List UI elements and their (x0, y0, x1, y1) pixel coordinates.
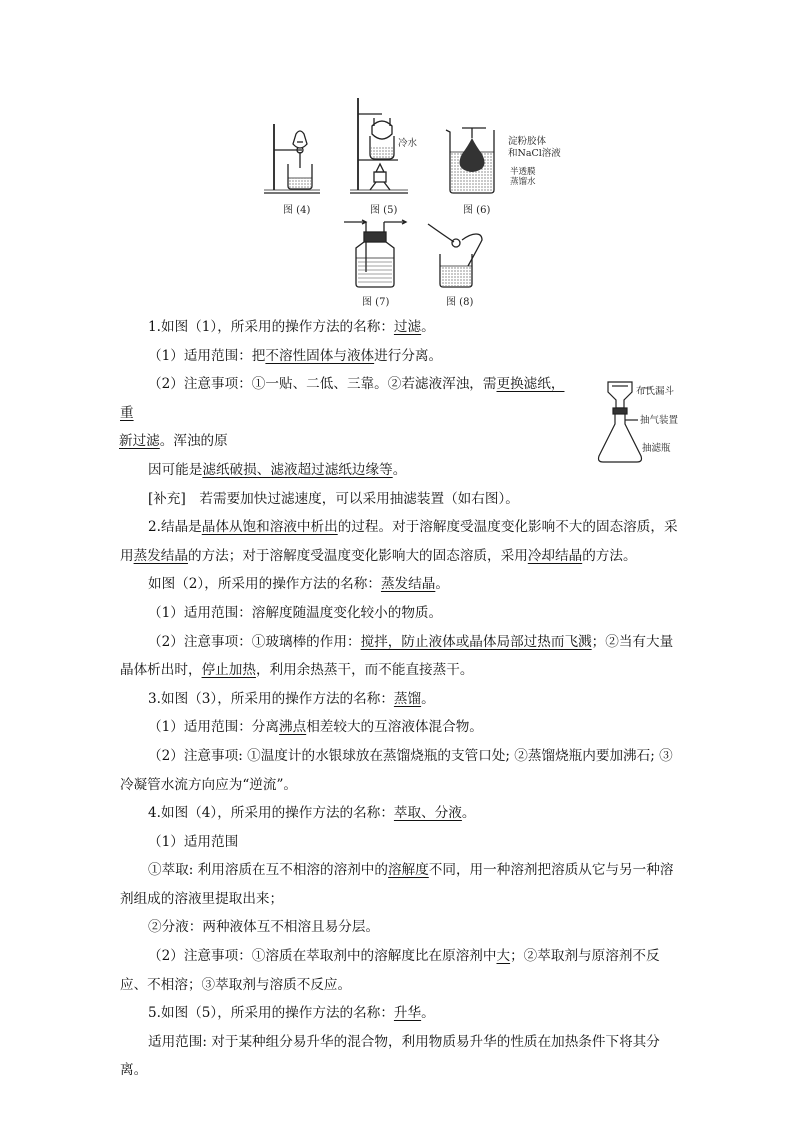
para-9: （2）注意事项：①玻璃棒的作用：搅拌，防止液体或晶体局部过热而飞溅；②当有大量晶体析出时，停止加热，利用余热蒸干，而不能直接蒸干。 (120, 633, 674, 679)
para-16: ②分液：两种液体互不相溶且易分层。 (148, 919, 380, 936)
para-1: 1.如图（1），所采用的操作方法的名称：过滤。 (148, 319, 435, 335)
figure-7-gas-washing-bottle (340, 216, 410, 290)
para-4: 因可能是滤纸破损、滤液超过滤纸边缘等。 (148, 461, 407, 478)
figure-7-caption: 图 (7) (362, 297, 390, 308)
para-12: （2）注意事项: ①温度计的水银球放在蒸馏烧瓶的支管口处; ②蒸馏烧瓶内要加沸石; ③冷凝管水流方向应为“逆流”。 (120, 747, 673, 793)
para-14: （1）适用范围 (148, 833, 239, 850)
figure-5-caption: 图 (5) (370, 205, 398, 216)
buchner-label-suction: 抽气装置 (640, 415, 679, 426)
figure-4-caption: 图 (4) (283, 205, 311, 216)
para-7: 如图（2），所采用的操作方法的名称：蒸发结晶。 (148, 576, 449, 593)
para-18: 5.如图（5），所采用的操作方法的名称：升华。 (148, 1005, 435, 1022)
figure-6-label-1: 淀粉胶体 (508, 136, 547, 147)
para-2: （1）适用范围：把不溶性固体与液体进行分离。 (148, 347, 443, 364)
para-11: （1）适用范围：分离沸点相差较大的互溶液体混合物。 (148, 719, 483, 736)
para-8: （1）适用范围：溶解度随温度变化较小的物质。 (148, 604, 443, 621)
figure-6-label-3: 半透膜 (510, 167, 536, 177)
para-17: （2）注意事项：①溶质在萃取剂中的溶解度比在原溶剂中大；②萃取剂与原溶剂不反应、不相溶；③萃取剂与溶质不反应。 (120, 948, 660, 993)
para-19: 适用范围: 对于某种组分易升华的混合物，利用物质易升华的性质在加热条件下将其分离。 (120, 1033, 660, 1079)
figure-4-separatory-funnel (262, 120, 324, 196)
figure-6-caption: 图 (6) (463, 205, 491, 216)
para-15: ①萃取: 利用溶质在互不相溶的溶剂中的溶解度不同，用一种溶剂把溶质从它与另一种溶剂组成的溶液里提取出来； (120, 862, 674, 907)
figure-5-label-cold-water: 冷水 (398, 138, 418, 149)
figure-6-label-2: 和NaCl溶液 (508, 148, 561, 159)
body-text (120, 313, 686, 1085)
figure-8-caption: 图 (8) (446, 297, 474, 308)
para-13: 4.如图（4），所采用的操作方法的名称：萃取、分液。 (148, 805, 476, 822)
para-10: 3.如图（3），所采用的操作方法的名称：蒸馏。 (148, 690, 435, 707)
para-3: （2）注意事项：①一贴、二低、三靠。②若滤液浑浊，需更换滤纸，重 (120, 376, 565, 421)
para-6: 2.结晶是晶体从饱和溶液中析出的过程。对于溶解度受温度变化影响不大的固态溶质，采用蒸发结晶的方法；对于溶解度受温度变化影响大的固态溶质，采用冷却结晶的方法。 (120, 519, 678, 564)
figure-6-label-4: 蒸馏水 (510, 177, 536, 187)
buchner-label-funnel: 布氏漏斗 (636, 386, 675, 397)
figure-6-dialysis (442, 126, 502, 196)
buchner-label-flask: 抽滤瓶 (642, 443, 671, 454)
para-5: [补充] 若需要加快过滤速度，可以采用抽滤装置（如右图）。 (148, 490, 519, 507)
para-3b: 新过滤。浑浊的原 (119, 433, 228, 450)
figure-8-beaker-spoon (424, 222, 488, 290)
